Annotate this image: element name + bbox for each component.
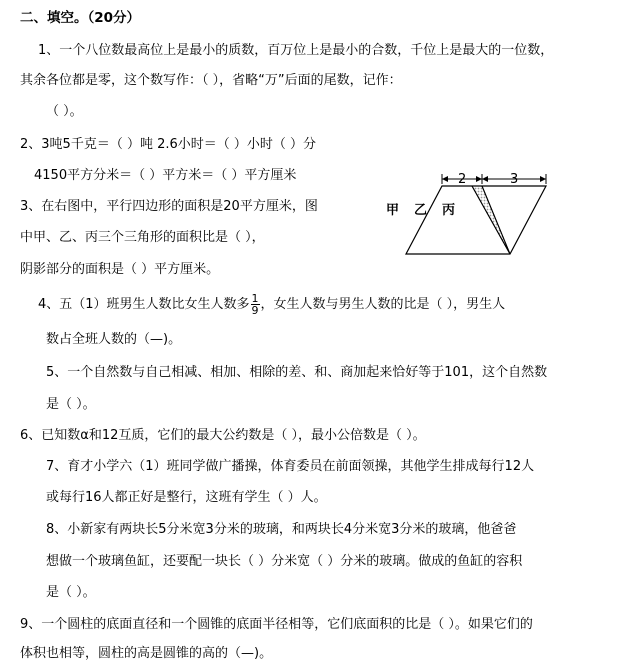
q3-line-1: 3、在右图中，平行四边形的面积是20平方厘米，图 xyxy=(20,199,318,214)
q1-line-2: 其余各位都是零，这个数写作：（ ），省略“万”后面的尾数，记作： xyxy=(20,73,402,88)
dim-left-label: 2 xyxy=(458,172,467,187)
label-yi: 乙 xyxy=(414,203,428,218)
q3-line-2: 中甲、乙、丙三个三角形的面积比是（ ）， xyxy=(20,230,265,245)
arrow-right-b xyxy=(540,176,546,182)
q3-line-3: 阴影部分的面积是（ ）平方厘米。 xyxy=(20,262,220,277)
fraction-denominator: 9 xyxy=(251,304,259,317)
q7-line-1: 7、育才小学六（1）班同学做广播操，体育委员在前面领操，其他学生排成每行12人 xyxy=(46,459,535,474)
dim-right-label: 3 xyxy=(510,172,519,187)
q2-line-2: 4150平方分米＝（ ）平方米＝（ ）平方厘米 xyxy=(34,168,297,183)
inner-line-1 xyxy=(472,186,510,254)
q1-line-3: （ ）。 xyxy=(46,104,83,119)
q9-line-1: 9、一个圆柱的底面直径和一个圆锥的底面半径相等，它们底面积的比是（ ）。如果它们的 xyxy=(20,617,533,632)
q8-line-2: 想做一个玻璃鱼缸，还要配一块长（ ）分米宽（ ）分米的玻璃。做成的鱼缸的容积 xyxy=(46,554,523,569)
label-bing: 丙 xyxy=(442,203,456,218)
q9-line-2: 体积也相等，圆柱的高是圆锥的高的（—)。 xyxy=(20,646,273,661)
q2-line-1: 2、3吨5千克＝（ ）吨 2.6小时＝（ ）小时（ ）分 xyxy=(20,137,317,152)
q4-text-b: ，女生人数与男生人数的比是（ ），男生人 xyxy=(260,297,506,312)
parallelogram xyxy=(406,186,546,254)
arrow-right-a xyxy=(482,176,488,182)
q5-line-2: 是（ ）。 xyxy=(46,397,96,412)
q4-line-1 xyxy=(38,292,505,318)
arrow-left-b xyxy=(476,176,482,182)
label-jia: 甲 xyxy=(386,203,400,218)
q4-line-2: 数占全班人数的（—)。 xyxy=(46,332,182,347)
fraction-one-ninth xyxy=(251,293,260,316)
section-title: 二、填空。（20分） xyxy=(20,10,141,26)
q1-line-1: 1、一个八位数最高位上是最小的质数，百万位上是最小的合数，千位上是最大的一位数， xyxy=(38,43,554,58)
q5-line-1: 5、一个自然数与自己相减、相加、相除的差、和、商加起来恰好等于101，这个自然数 xyxy=(46,365,548,380)
q6-line-1: 6、已知数α和12互质，它们的最大公约数是（ ），最小公倍数是（ ）。 xyxy=(20,428,426,443)
q8-line-3: 是（ ）。 xyxy=(46,585,96,600)
q8-line-1: 8、小新家有两块长5分米宽3分米的玻璃，和两块长4分米宽3分米的玻璃，他爸爸 xyxy=(46,522,517,537)
parallelogram-figure xyxy=(386,166,554,262)
q4-text-a: 4、五（1）班男生人数比女生人数多 xyxy=(38,297,250,312)
q7-line-2: 或每行16人都正好是整行，这班有学生（ ）人。 xyxy=(46,490,327,505)
fraction-numerator: 1 xyxy=(251,292,259,305)
inner-line-2 xyxy=(482,186,510,254)
arrow-left-a xyxy=(442,176,448,182)
